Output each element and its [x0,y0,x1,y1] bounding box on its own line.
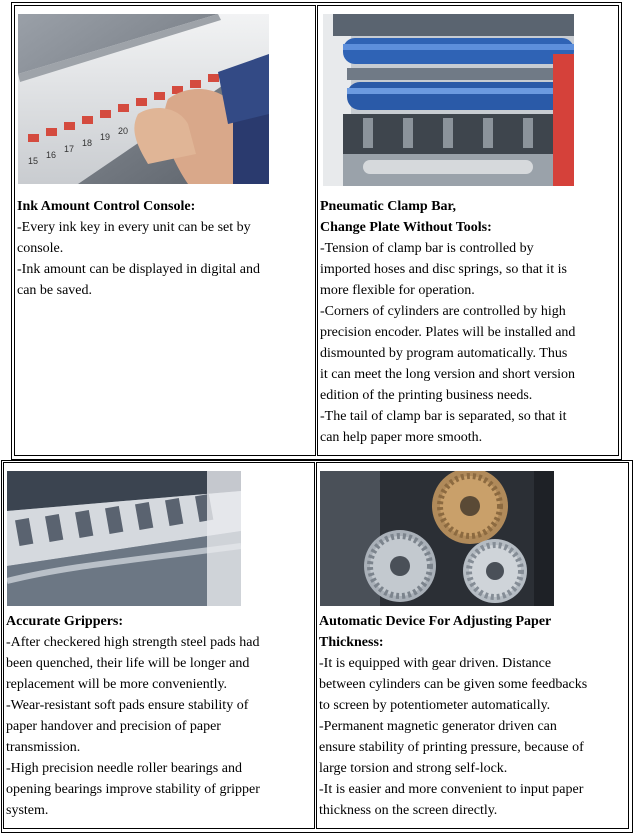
cell-text-line: -Permanent magnetic generator driven can [319,719,557,734]
cell-title: Automatic Device For Adjusting Paper [319,614,552,629]
cell-text-line: -Every ink key in every unit can be set by [17,220,251,235]
cell-text-line: -The tail of clamp bar is separated, so that it [320,409,567,424]
gears-photo [320,471,554,606]
cell-text-line: console. [17,241,64,256]
ink-console-text [17,196,313,301]
grippers-photo [7,471,241,606]
ink-console-cell [14,5,316,456]
cell-text-line: to screen by potentiometer automatically. [319,698,551,713]
cell-text-line: -Tension of clamp bar is controlled by [320,241,534,256]
cell-text-line: can be saved. [17,283,93,298]
grippers-text [6,611,312,821]
cell-text-line: between cylinders can be given some feedbacks [319,677,588,692]
console-key-led [208,74,219,82]
console-key-led [154,92,165,100]
cell-text-line: dismounted by program automatically. Thus [320,346,568,361]
cell-text-line: system. [6,803,49,818]
console-key-led [64,122,75,130]
cell-title: Accurate Grippers: [6,614,124,629]
cell-title: Change Plate Without Tools: [320,220,492,235]
cell-text-line: -Corners of cylinders are controlled by high [320,304,566,319]
cell-text-line: -After checkered high strength steel pads had [6,635,260,650]
console-key-led [28,134,39,142]
cell-text-line: more flexible for operation. [320,283,475,298]
console-key-label: 15 [28,156,39,166]
cell-title: Pneumatic Clamp Bar, [320,199,456,214]
cell-text-line: been quenched, their life will be longer and [6,656,250,671]
cell-text-line: replacement will be more conveniently. [6,677,228,692]
cell-text-line: imported hoses and disc springs, so that it is [320,262,567,277]
cell-text-line: -It is easier and more convenient to input paper [319,782,584,797]
cell-text-line: edition of the printing business needs. [320,388,533,403]
grippers-cell [3,462,315,829]
cell-text-line: -Ink amount can be displayed in digital and [17,262,260,277]
console-key-label: 20 [118,126,129,136]
cell-text-line: paper handover and precision of paper [6,719,221,734]
cell-text-line: precision encoder. Plates will be installed and [320,325,576,340]
cell-text-line: -It is equipped with gear driven. Distance [319,656,552,671]
cell-text-line: opening bearings improve stability of gripper [6,782,260,797]
console-key-led [46,128,57,136]
cell-text-line: it can meet the long version and short version [320,367,576,382]
console-key-led [82,116,93,124]
console-key-label: 19 [100,132,111,142]
console-key-led [100,110,111,118]
ink-console-photo [18,14,269,184]
cell-text-line: ensure stability of printing pressure, because of [319,740,584,755]
cell-text-line: can help paper more smooth. [320,430,483,445]
cell-title: Thickness: [319,635,384,650]
gears-text [319,611,627,821]
clamp-bar-text [320,196,616,448]
clamp-bar-cell [317,5,619,456]
clamp-bar-photo [323,14,574,186]
console-key-label: 16 [46,150,57,160]
cell-title: Ink Amount Control Console: [17,199,196,214]
cell-text-line: thickness on the screen directly. [319,803,498,818]
cell-text-line: transmission. [6,740,81,755]
console-key-led [190,80,201,88]
console-key-led [118,104,129,112]
gears-cell [316,462,629,829]
cell-text-line: large torsion and strong self-lock. [319,761,508,776]
console-key-label: 18 [82,138,93,148]
cell-text-line: -Wear-resistant soft pads ensure stability of [6,698,249,713]
console-key-led [136,98,147,106]
console-key-label: 17 [64,144,75,154]
cell-text-line: -High precision needle roller bearings and [6,761,242,776]
